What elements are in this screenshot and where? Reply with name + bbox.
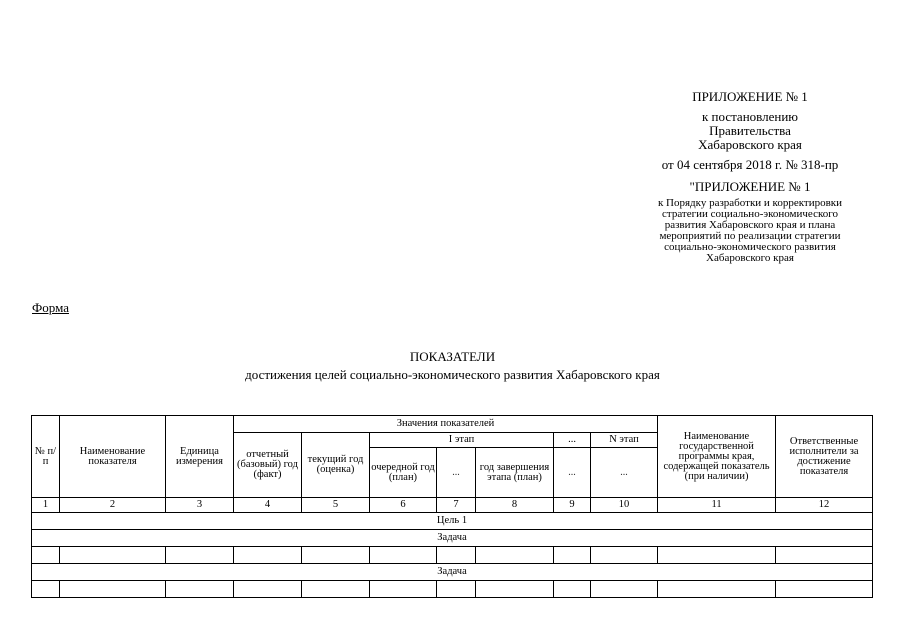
appendix2-title: "ПРИЛОЖЕНИЕ № 1: [689, 179, 811, 194]
document-title: ПОКАЗАТЕЛИ: [409, 349, 496, 364]
appendix2-header: [620, 180, 880, 264]
appendix-header: [620, 90, 880, 172]
col-num: 3: [166, 498, 234, 513]
header-unit: Единица измерения: [166, 416, 234, 498]
col-num: 6: [370, 498, 437, 513]
header-end-year: год завершения этапа (план): [476, 448, 554, 498]
appendix-line1: к постановлению: [701, 109, 799, 124]
col-num: 7: [437, 498, 476, 513]
indicators-table: [31, 415, 873, 598]
header-num: № п/п: [32, 416, 60, 498]
col-num: 2: [60, 498, 166, 513]
header-stageN: N этап: [591, 433, 658, 448]
table-row: [32, 547, 873, 564]
col-num: 12: [776, 498, 873, 513]
col-num: 4: [234, 498, 302, 513]
col-num: 1: [32, 498, 60, 513]
header-values: Значения показателей: [234, 416, 658, 433]
header-current-year: текущий год (оценка): [302, 433, 370, 498]
header-dots-stage: ...: [554, 433, 591, 448]
goal-row: Цель 1: [32, 513, 873, 530]
header-dots2: ...: [554, 448, 591, 498]
header-next-year: очередной год (план): [370, 448, 437, 498]
appendix2-desc1: к Порядку разработки и корректировки: [657, 197, 843, 209]
header-name: Наименование показателя: [60, 416, 166, 498]
header-program: Наименование государственной программы края, содержащей показатель (при наличии): [658, 416, 776, 498]
appendix2-desc5: социально-экономического развития: [664, 241, 836, 253]
appendix-line3: Хабаровского края: [698, 137, 802, 152]
header-stage1: I этап: [370, 433, 554, 448]
header-dots: ...: [437, 448, 476, 498]
document-title-block: [0, 348, 905, 384]
decree-date: от 04 сентября 2018 г. № 318-пр: [661, 157, 839, 172]
col-num: 8: [476, 498, 554, 513]
column-numbers-row: [32, 498, 873, 513]
appendix2-desc4: мероприятий по реализации стратегии: [659, 230, 841, 242]
col-num: 9: [554, 498, 591, 513]
task-row: Задача: [32, 564, 873, 581]
appendix2-desc3: развития Хабаровского края и плана: [664, 219, 836, 231]
header-dots3: ...: [591, 448, 658, 498]
appendix2-desc2: стратегии социально-экономического: [662, 208, 838, 220]
header-executors: Ответственные исполнители за достижение показателя: [776, 416, 873, 498]
appendix-title: ПРИЛОЖЕНИЕ № 1: [692, 89, 808, 104]
appendix2-desc6: Хабаровского края: [706, 252, 794, 264]
col-num: 10: [591, 498, 658, 513]
table-row: [32, 581, 873, 598]
header-base-year: отчетный (базовый) год (факт): [234, 433, 302, 498]
col-num: 5: [302, 498, 370, 513]
task-row: Задача: [32, 530, 873, 547]
document-subtitle: достижения целей социально-экономического развития Хабаровского края: [245, 367, 660, 382]
appendix-line2: Правительства: [709, 123, 791, 138]
col-num: 11: [658, 498, 776, 513]
form-label: Форма: [32, 300, 69, 315]
